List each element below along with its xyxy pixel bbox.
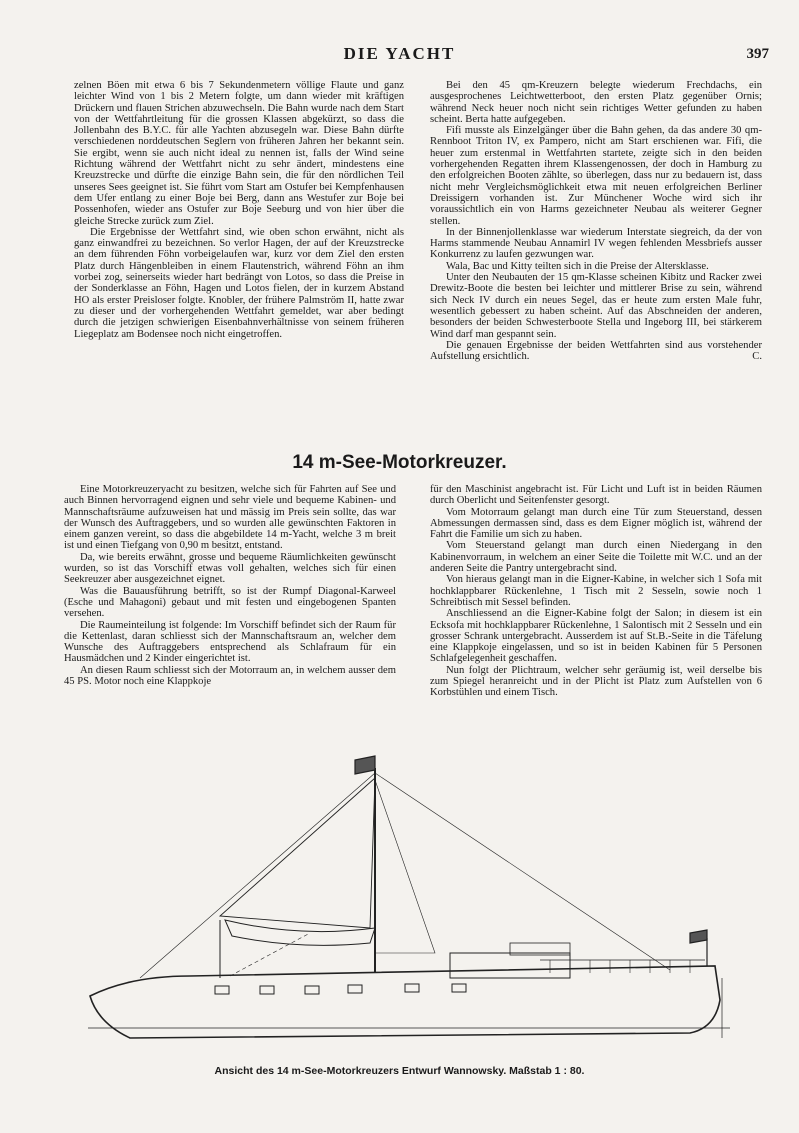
yacht-side-view-drawing bbox=[70, 738, 750, 1063]
deckhouse bbox=[450, 953, 570, 978]
jib bbox=[375, 780, 435, 953]
bottom-right-column bbox=[430, 484, 762, 699]
paragraph: Da, wie bereits erwähnt, grosse und bequeme Räumlichkeiten gewünscht wurden, so ist das Vorschiff etwas voll gehalten, welches sich für einen Seekreuzer aber ausgezeichnet eignet. bbox=[64, 551, 396, 586]
paragraph: Nun folgt der Plichtraum, welcher sehr geräumig ist, weil derselbe bis zum Spiegel heranreicht und in der Plicht ist Platz zum Aufstellen von 6 Korbstühlen und einem Tisch. bbox=[430, 664, 762, 699]
bottom-left-column bbox=[64, 484, 396, 687]
paragraph: Unter den Neubauten der 15 qm-Klasse scheinen Kibitz und Racker zwei Drewitz-Boote die besten bei leichter und mittlerer Brise zu sein, während sich Neck IV durch ein neues Segel, das er heute zum ersten Male fuhr, wesentlich gebessert zu haben scheint. Auf das Abschneiden der anderen, besonders der beiden Schwesterboote Stella und Ingeborg III, bei stärkerem Wind darf man gespannt sein. bbox=[430, 272, 762, 340]
paragraph: Vom Steuerstand gelangt man durch einen Niedergang in den Kabinenvorraum, in welchem an einer Seite die Toilette mit W.C. und an der anderen Seite die Pantry untergebracht sind. bbox=[430, 540, 762, 575]
stern-flag bbox=[690, 930, 707, 943]
author-signature: C. bbox=[752, 351, 762, 363]
journal-title: DIE YACHT bbox=[343, 44, 456, 63]
hull bbox=[90, 966, 720, 1038]
forestay bbox=[140, 773, 375, 978]
paragraph: Die Ergebnisse der Wettfahrt sind, wie oben schon erwähnt, nicht als ganz einwandfrei zu bezeichnen. So verlor Hagen, der auf der Kreuzstrecke an dem führenden Föhn vorbeigelaufen war, kurz vor dem Ziel den ersten Platz durch Hängenbleiben in einem Flautenstrich, während Föhn an ihm vorbei zog, seinerseits wieder hart bedrängt von Lotos, so dass die Preise in der Sonderklasse an Föhn, Hagen und Lotos fielen, der in kurzem Abstand HO als erster Preisloser folgte. Knobler, der frühere Palmström II, hatte zwar zu dieser und der vorhergehenden Wettfahrt gemeldet, war aber bedingt durch die jetzigen schwierigen Eisenbahnverhältnisse von seinem früheren Liegeplatz am Bodensee noch nicht eingetroffen. bbox=[74, 226, 404, 340]
paragraph: zelnen Böen mit etwa 6 bis 7 Sekundenmetern völlige Flaute und ganz leichter Wind von 1 bis 2 Metern folgte, um dann wieder mit kräftigen Drückern und flauen Strichen abzuwechseln. Die Bahn wurde nach dem Start von der Wettfahrtleitung für die grossen Klassen abgekürzt, so dass die Jollenbahn des B.Y.C. für alle Yachten abzusegeln war. Diese Bahn dürfte verschiedenen norddeutschen Seglern von früheren Jahren her bekannt sein. Sie ergibt, wenn sie auch nicht ideal zu nennen ist, falls der Wind seine Richtung während der Wettfahrt nicht zu sehr ändert, mindestens eine Kreuzstrecke und dürfte die einzige Bahn sein, die für den nördlichen Teil unseres Sees geeignet ist. Sie führt vom Start am Ostufer bei Kempfenhausen dem Ufer entlang zu einer Boje bei Berg, dann ans Westufer zur Boje bei Possenhofen, wieder ans Ostufer zur Boje Seeburg und von hier über die gleiche Strecke zurück zum Ziel. bbox=[74, 80, 404, 227]
page-number: 397 bbox=[746, 46, 769, 62]
figure-caption: Ansicht des 14 m-See-Motorkreuzers Entwurf Wannowsky. Maßstab 1 : 80. bbox=[214, 1065, 585, 1077]
paragraph bbox=[430, 340, 762, 363]
paragraph: Die Raumeinteilung ist folgende: Im Vorschiff befindet sich der Raum für die Kettenlast, daran schliesst sich der Mannschaftsraum an, welcher dem Wunsche des Auftraggebers entsprechend als Schlafraum für ein Hausmädchen und 2 Kinder eingerichtet ist. bbox=[64, 619, 396, 665]
dinghy bbox=[225, 920, 375, 945]
section-title: 14 m-See-Motorkreuzer. bbox=[292, 452, 507, 473]
paragraph: Bei den 45 qm-Kreuzern belegte wiederum Frechdachs, ein ausgesprochenes Leichtwetterboot, den ersten Platz gegenüber Ornis; während Neck heuer noch nicht sein richtiges Wetter gefunden zu haben scheint. Berta hatte aufgegeben. bbox=[430, 80, 762, 125]
top-left-column bbox=[74, 80, 404, 340]
paragraph: Vom Motorraum gelangt man durch eine Tür zum Steuerstand, dessen Abmessungen dermassen sind, dass es dem Eigner möglich ist, während der Fahrt die Familie um sich zu haben. bbox=[430, 506, 762, 541]
paragraph: Eine Motorkreuzeryacht zu besitzen, welche sich für Fahrten auf See und auch Binnen hervorragend eignen und sehr viele und bequeme Kabinen- und Mannschaftsräume aufzuweisen hat und mässig im Preis sein sollte, das war der Wunsch des Auftraggebers, und so wurden alle gewünschten Faktoren in einem ganzen vereint, so dass die abgebildete 14 m-Yacht, welche 3 m breit ist und einen Tiefgang von 0,90 m besitzt, entstand. bbox=[64, 484, 396, 552]
paragraph: Anschliessend an die Eigner-Kabine folgt der Salon; in diesem ist ein Ecksofa mit hochklappbarer Rückenlehne, 1 Salontisch mit 2 Sesseln und ein grosser Schrank untergebracht. Ausserdem ist auf St.B.-Seite in die Täfelung eine Klappkoje eingelassen, und so ist in beiden Kabinen für 5 Personen Schlafgelegenheit geschaffen. bbox=[430, 608, 762, 665]
backstay bbox=[375, 773, 670, 970]
paragraph: An diesen Raum schliesst sich der Motorraum an, in welchem ausser dem 45 PS. Motor noch eine Klappkoje bbox=[64, 664, 396, 688]
paragraph-text: Die genauen Ergebnisse der beiden Wettfahrten sind aus vorstehender Aufstellung ersichtlich. bbox=[430, 339, 762, 363]
paragraph: Von hieraus gelangt man in die Eigner-Kabine, in welcher sich 1 Sofa mit hochklappbarer Rückenlehne, 1 Tisch mit 2 Sesseln, sowie noch 1 Schreibtisch mit Sessel befinden. bbox=[430, 574, 762, 608]
paragraph: Fifi musste als Einzelgänger über die Bahn gehen, da das andere 30 qm-Rennboot Triton IV, ex Pampero, nicht am Start erschienen war. Fifi, die heuer zum erstenmal in Wettfahrten startete, zeigte sich in den beiden vorhergehenden Regatten ihrem Klassengenossen, der doch in Hamburg zu den erfolgreichen Booten zählte, so überlegen, dass nur zu bedauern ist, dass nicht mehr Vergleichsmöglichkeit etwa mit neuen erfolgreichen Berliner Dreissigern vorhanden ist. Zur Münchener Woche wird sich ihr voraussichtlich ein von Harms gezeichneter Neubau als weiterer Gegner stellen. bbox=[430, 125, 762, 227]
paragraph: Was die Bauausführung betrifft, so ist der Rumpf Diagonal-Karweel (Esche und Mahagoni) gebaut und mit festen und eingebogenen Spanten versehen. bbox=[64, 585, 396, 620]
paragraph: für den Maschinist angebracht ist. Für Licht und Luft ist in beiden Räumen durch Oberlicht und Seitenfenster gesorgt. bbox=[430, 484, 762, 507]
top-right-column bbox=[430, 80, 762, 362]
paragraph: Wala, Bac und Kitty teilten sich in die Preise der Altersklasse. bbox=[446, 260, 709, 272]
mainsail bbox=[220, 778, 375, 928]
dashed-stay bbox=[230, 933, 310, 976]
main-mast-flag bbox=[355, 756, 375, 774]
portholes bbox=[215, 984, 466, 994]
paragraph: In der Binnenjollenklasse war wiederum Interstate siegreich, da der von Harms stammende Neubau Annamirl IV wegen fehlenden Messbriefs ausser Konkurrenz zu laufen gezwungen war. bbox=[430, 226, 762, 261]
